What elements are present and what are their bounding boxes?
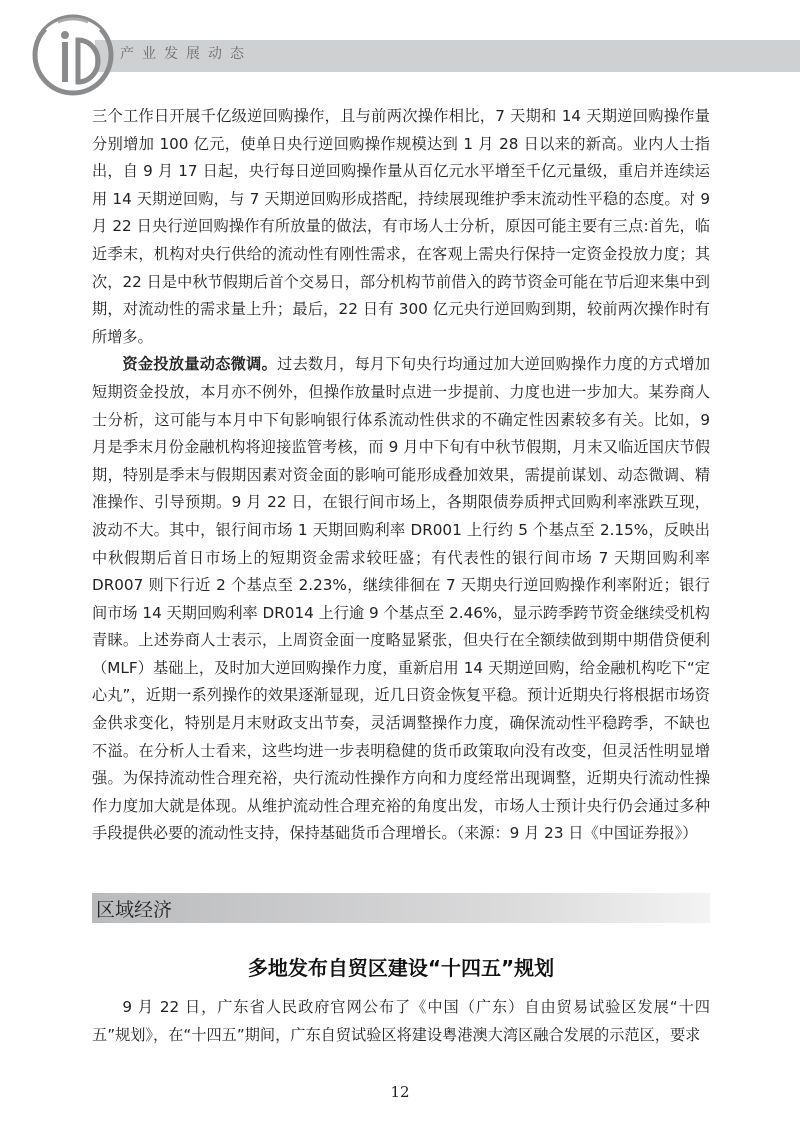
section-header-bar bbox=[92, 893, 710, 923]
paragraph-liquidity-operations: 三个工作日开展千亿级逆回购操作，且与前两次操作相比，7 天期和 14 天期逆回购操作量分别增加 100 亿元，使单日央行逆回购操作规模达到 1 月 28 日以来的新高。业内人士指出，自 9 月 17 日起，央行每日逆回购操作量从百亿元水平增至千亿元量级，重启并连续运用 14 天期逆回购，与 7 天期逆回购形成搭配，持续展现维护季末流动性平稳的态度。对 9 月 22 日央行逆回购操作有所放量的做法，有市场人士分析，原因可能主要有三点:首先，临近季末，机构对央行供给的流动性有刚性需求，在客观上需央行保持一定资金投放力度；其次，22 日是中秋节假期后首个交易日，部分机构节前借入的跨节资金可能在节后迎来集中到期，对流动性的需求量上升；最后，22 日有 300 亿元央行逆回购到期，较前两次操作时有所增多。 bbox=[92, 107, 710, 346]
paragraph-lead-heading: 资金投放量动态微调。 bbox=[122, 355, 278, 374]
main-content bbox=[92, 103, 710, 848]
publication-logo bbox=[28, 10, 118, 100]
page-number: 12 bbox=[390, 1083, 410, 1101]
article-title: 多地发布自贸区建设“十四五”规划 bbox=[247, 956, 555, 980]
section-title: 区域经济 bbox=[96, 899, 173, 921]
source-citation: （来源：9 月 23 日《中国证券报》） bbox=[456, 824, 698, 843]
article-body bbox=[92, 993, 710, 1049]
paragraph-body-text: 过去数月，每月下旬央行均通过加大逆回购操作力度的方式增加短期资金投放，本月亦不例外，但操作放量时点进一步提前、力度也进一步加大。某券商人士分析，这可能与本月中下旬影响银行体系流动性供求的不确定性因素较多有关。比如，9 月是季末月份金融机构将迎接监管考核，而 9 月中下旬有中秋节假期，月末又临近国庆节假期，特别是季末与假期因素对资金面的影响可能形成叠加效果，需提前谋划、动态微调、精准操作、引导预期。9 月 22 日，在银行间市场上，各期限债券质押式回购利率涨跌互现，波动不大。其中，银行间市场 1 天期回购利率 DR001 上行约 5 个基点至 2.15%，反映出中秋假期后首日市场上的短期资金需求较旺盛；有代表性的银行间市场 7 天期回购利率 DR007 则下行近 2 个基点至 2.23%，继续徘徊在 7 天期央行逆回购操作利率附近；银行间市场 14 天期回购利率 DR014 上行逾 9 个基点至 2.46%，显示跨季跨节资金继续受机构青睐。上述券商人士表示，上周资金面一度略显紧张，但央行在全额续做到期中期借贷便利（MLF）基础上，及时加大逆回购操作力度，重新启用 14 天期逆回购，给金融机构吃下“定心丸”，近期一系列操作的效果逐渐显现，近几日资金恢复平稳。预计近期央行将根据市场资金供求变化，特别是月末财政支出节奏，灵活调整操作力度，确保流动性平稳跨季，不缺也不溢。在分析人士看来，这些均进一步表明稳健的货币政策取向没有改变，但灵活性明显增强。为保持流动性合理充裕，央行流动性操作方向和力度经常出现调整，近期央行流动性操作力度加大就是体现。从维护流动性合理充裕的角度出发，市场人士预计央行仍会通过多种手段提供必要的流动性支持，保持基础货币合理增长。 bbox=[92, 355, 711, 843]
header-section-label: 产业发展动态 bbox=[120, 46, 252, 62]
paragraph-funding-adjustment bbox=[92, 351, 710, 848]
article-paragraph: 9 月 22 日，广东省人民政府官网公布了《中国（广东）自由贸易试验区发展“十四五”规划》，在“十四五”期间，广东自贸试验区将建设粤港澳大湾区融合发展的示范区，要求 bbox=[92, 998, 710, 1044]
